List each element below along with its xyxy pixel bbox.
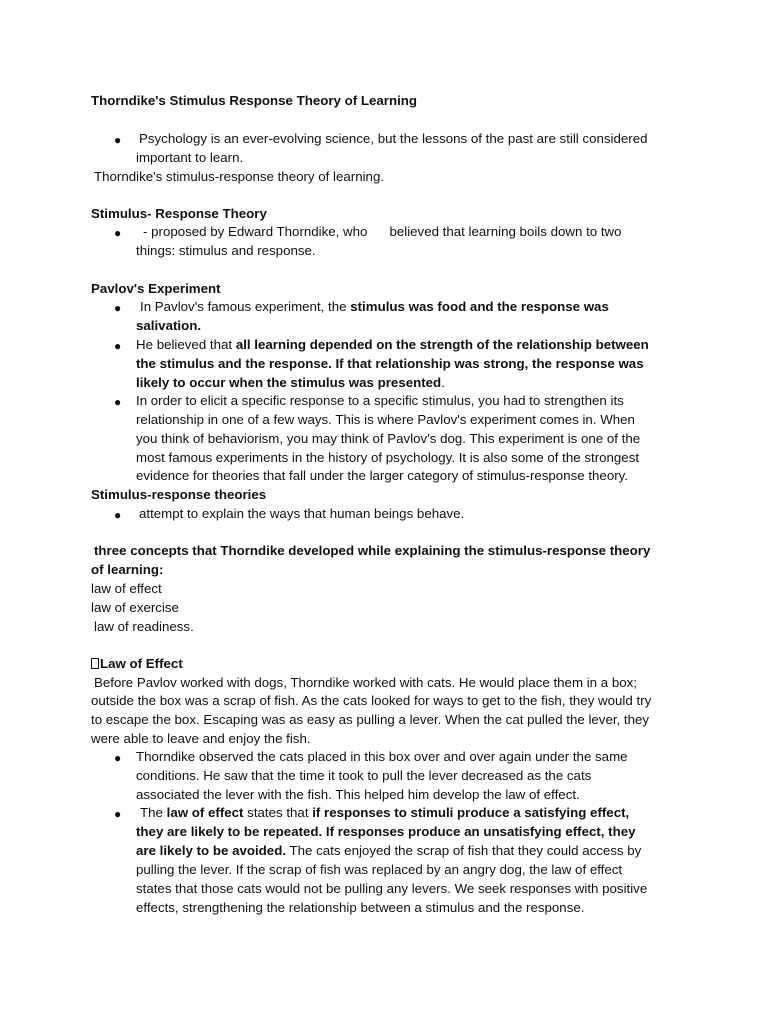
bullet-glyph: ● [114,807,122,821]
pavlov-bullet-line: In Pavlov's famous experiment, the stimulus was food and the response was [140,299,609,314]
effect-bullet-line: pulling the lever. If the scrap of fish was replaced by an angry dog, the law of effect [136,862,623,877]
bullet-glyph: ● [114,133,122,147]
paragraph-line: were able to leave and enjoy the fish. [91,731,311,746]
missing-glyph-box-icon [91,658,99,669]
section-heading: Pavlov's Experiment [91,281,221,296]
effect-bullet-line: associated the lever with the fish. This helped him develop the law of effect. [136,787,580,802]
intro-bullet-line: important to learn. [136,150,244,165]
bullet-glyph: ● [114,751,122,765]
pavlov-bullet-line: He believed that all learning depended on the strength of the relationship between [136,337,649,352]
document-title: Thorndike's Stimulus Response Theory of Learning [91,93,418,108]
bullet-glyph: ● [114,395,122,409]
concept-item: law of readiness. [94,619,194,634]
paragraph-line: to escape the box. Escaping was as easy as pulling a lever. When the cat pulled the lever, they [91,712,650,727]
section-heading: Stimulus- Response Theory [91,206,267,221]
sr-bullet-line: - proposed by Edward Thorndike, who believed that learning boils down to two [143,224,622,239]
concept-item: law of exercise [91,600,179,615]
paragraph-line: outside the box was a scrap of fish. As the cats looked for ways to get to the fish, they would try [91,693,652,708]
effect-bullet-line: Thorndike observed the cats placed in this box over and over again under the same [136,749,628,764]
concepts-heading: of learning: [91,562,164,577]
section-heading: Stimulus-response theories [91,487,267,502]
effect-bullet-line: The law of effect states that if responses to stimuli produce a satisfying effect, [140,805,630,820]
intro-subline: Thorndike's stimulus-response theory of learning. [94,169,385,184]
pavlov-bullet-line: salivation. [136,318,202,333]
bullet-glyph: ● [114,226,122,240]
pavlov-bullet-line: likely to occur when the stimulus was presented. [136,375,445,390]
sr-bullet-line: things: stimulus and response. [136,243,316,258]
pavlov-bullet-line: In order to elicit a specific response to a specific stimulus, you had to strengthen its [136,393,624,408]
bullet-glyph: ● [114,301,122,315]
concepts-heading: three concepts that Thorndike developed while explaining the stimulus-response theory [94,543,651,558]
effect-bullet-line: effects, strengthening the relationship between a stimulus and the response. [136,900,585,915]
effect-bullet-line: are likely to be avoided. The cats enjoyed the scrap of fish that they could access by [136,843,642,858]
bullet-glyph: ● [114,339,122,353]
effect-bullet-line: states that those cats would not be pulling any levers. We seek responses with positive [136,881,648,896]
pavlov-bullet-line: evidence for theories that fall under the larger category of stimulus-response theory. [136,468,628,483]
pavlov-bullet-line: most famous experiments in the history of psychology. It is also some of the strongest [136,450,640,465]
sr-theories-bullet-line: attempt to explain the ways that human beings behave. [139,506,465,521]
pavlov-bullet-line: you think of behaviorism, you may think of Pavlov's dog. This experiment is one of the [136,431,641,446]
effect-bullet-line: conditions. He saw that the time it took to pull the lever decreased as the cats [136,768,592,783]
effect-bullet-line: they are likely to be repeated. If responses produce an unsatisfying effect, they [136,824,636,839]
concept-item: law of effect [91,581,162,596]
paragraph-line: Before Pavlov worked with dogs, Thorndike worked with cats. He would place them in a box; [94,675,637,690]
pavlov-bullet-line: relationship in one of a few ways. This is where Pavlov's experiment comes in. When [136,412,635,427]
bullet-glyph: ● [114,508,122,522]
intro-bullet-line: Psychology is an ever-evolving science, but the lessons of the past are still considered [139,131,648,146]
section-heading: Law of Effect [91,655,183,674]
pavlov-bullet-line: the stimulus and the response. If that relationship was strong, the response was [136,356,644,371]
